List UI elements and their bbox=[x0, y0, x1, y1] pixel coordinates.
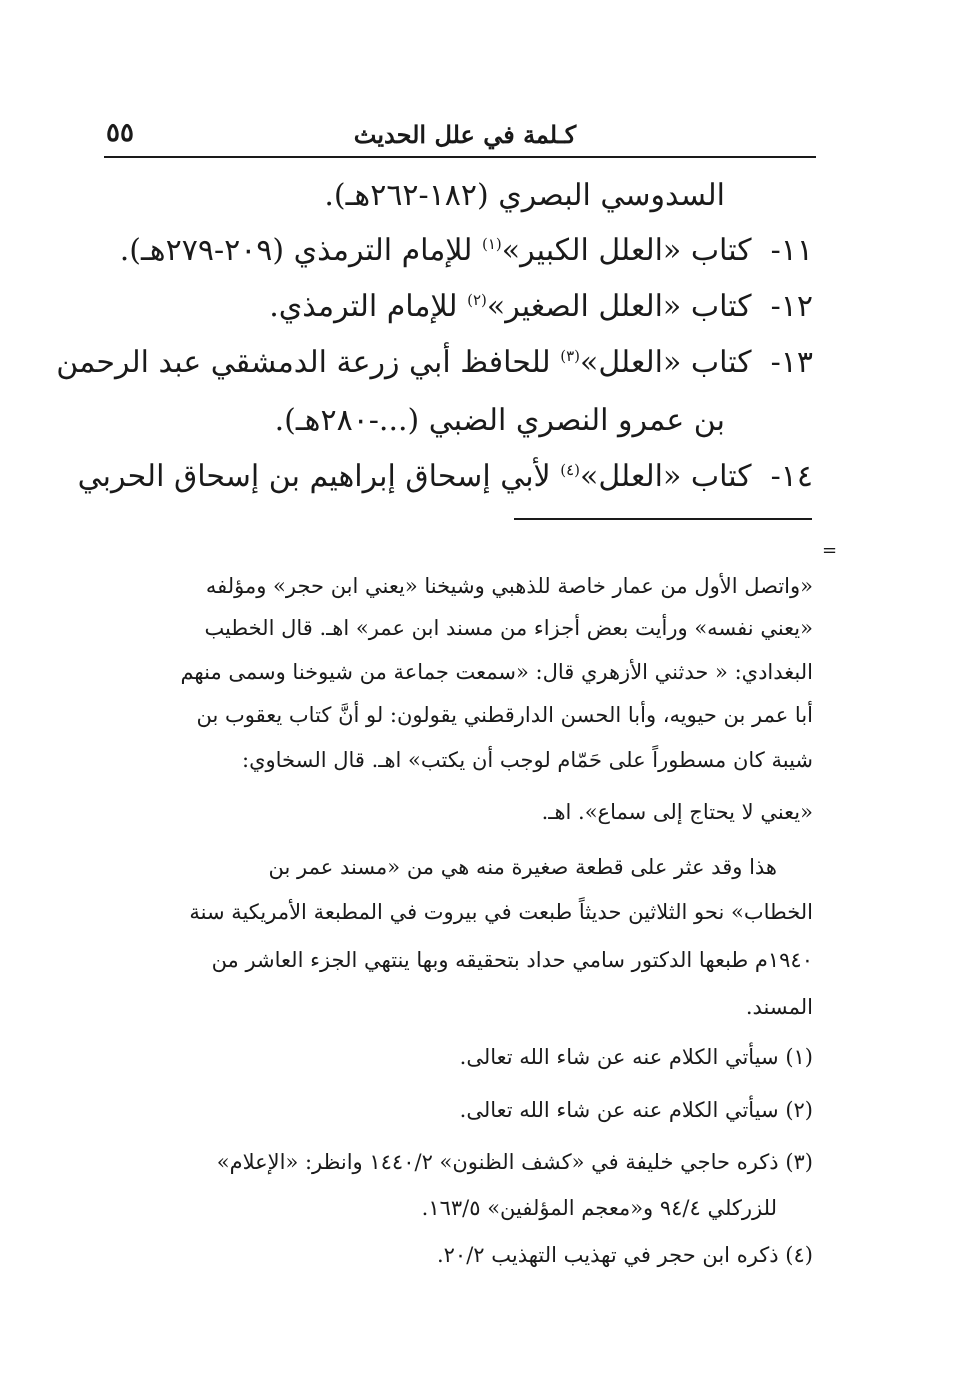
item-text: كتاب «العلل الكبير» bbox=[501, 233, 752, 268]
footnote-line: شيبة كان مسطوراً على حَمّام لوجب أن يكتب» اهـ. قال السخاوي: bbox=[242, 748, 813, 772]
footnote-line: «يعني لا يحتاج إلى سماع». اهـ. bbox=[541, 800, 813, 824]
item-text: كتاب «العلل» bbox=[579, 345, 752, 380]
footnote-ref: (٤) bbox=[560, 461, 580, 479]
footnote-line: ١٩٤٠م طبعها الدكتور سامي حداد بتحقيقه وبها ينتهي الجزء العاشر من bbox=[211, 948, 813, 972]
footnote-line: «يعني نفسه» ورأيت بعض أجزاء من مسند ابن عمر» اهـ. قال الخطيب bbox=[204, 616, 813, 640]
item-text: كتاب «العلل» bbox=[579, 459, 752, 494]
footnote-line: البغدادي: « حدثني الأزهري قال: «سمعت جماعة من شيوخنا وسمى منهم bbox=[180, 660, 813, 684]
item-text: كتاب «العلل الصغير» bbox=[486, 289, 752, 324]
footnote-line: الخطاب» نحو الثلاثين حديثاً طبعت في بيروت في المطبعة الأمريكية سنة bbox=[189, 900, 813, 924]
header-rule bbox=[104, 156, 816, 158]
footnote-3-continuation: للزركلي ٩٤/٤ و«معجم المؤلفين» ١٦٣/٥. bbox=[421, 1196, 777, 1220]
footnote-3: (٣) ذكره حاجي خليفة في «كشف الظنون» ١٤٤٠/٢ وانظر: «الإعلام» bbox=[216, 1150, 813, 1174]
footnote-ref: (٣) bbox=[560, 347, 580, 365]
list-item-14 bbox=[78, 459, 813, 494]
running-title: كـلمة في علل الحديث bbox=[353, 120, 577, 149]
footnote-separator bbox=[514, 518, 812, 520]
footnote-line: أبا عمر بن حيويه، وأبا الحسن الدارقطني يقولون: لو أنَّ كتاب يعقوب بن bbox=[196, 703, 813, 727]
footnote-ref: (١) bbox=[481, 235, 502, 253]
footnote-ref: (٢) bbox=[467, 291, 487, 309]
list-item-12 bbox=[269, 289, 813, 324]
item-text: للإمام الترمذي (٢٠٩-٢٧٩هـ). bbox=[119, 233, 473, 268]
footnote-2: (٢) سيأتي الكلام عنه عن شاء الله تعالى. bbox=[459, 1098, 813, 1122]
list-item-11 bbox=[120, 233, 813, 268]
list-item-13 bbox=[56, 345, 813, 380]
footnote-1: (١) سيأتي الكلام عنه عن شاء الله تعالى. bbox=[459, 1045, 813, 1069]
item-number: ١١- bbox=[770, 233, 813, 268]
item-text: للحافظ أبي زرعة الدمشقي عبد الرحمن bbox=[56, 345, 551, 380]
footnote-line: هذا وقد عثر على قطعة صغيرة منه هي من «مسند عمر بن bbox=[268, 855, 777, 879]
item-number: ١٢- bbox=[770, 289, 813, 324]
item-number: ١٤- bbox=[770, 459, 813, 494]
footnote-line: المسند. bbox=[745, 995, 813, 1019]
item-text: لأبي إسحاق إبراهيم بن إسحاق الحربي bbox=[77, 459, 551, 494]
footnote-line: «واتصل الأول من عمار خاصة للذهبي وشيخنا «يعني ابن حجر» ومؤلفه bbox=[205, 574, 813, 598]
item-text: للإمام الترمذي. bbox=[269, 289, 458, 324]
continuation-mark: = bbox=[822, 540, 838, 561]
list-item-13-continuation: بن عمرو النصري الضبي (...-٢٨٠هـ). bbox=[274, 403, 725, 438]
main-line-continuation: السدوسي البصري (١٨٢-٢٦٢هـ). bbox=[324, 178, 725, 213]
footnote-4: (٤) ذكره ابن حجر في تهذيب التهذيب ٢٠/٢. bbox=[436, 1243, 813, 1267]
item-number: ١٣- bbox=[770, 345, 813, 380]
page-number: ٥٥ bbox=[106, 118, 134, 148]
